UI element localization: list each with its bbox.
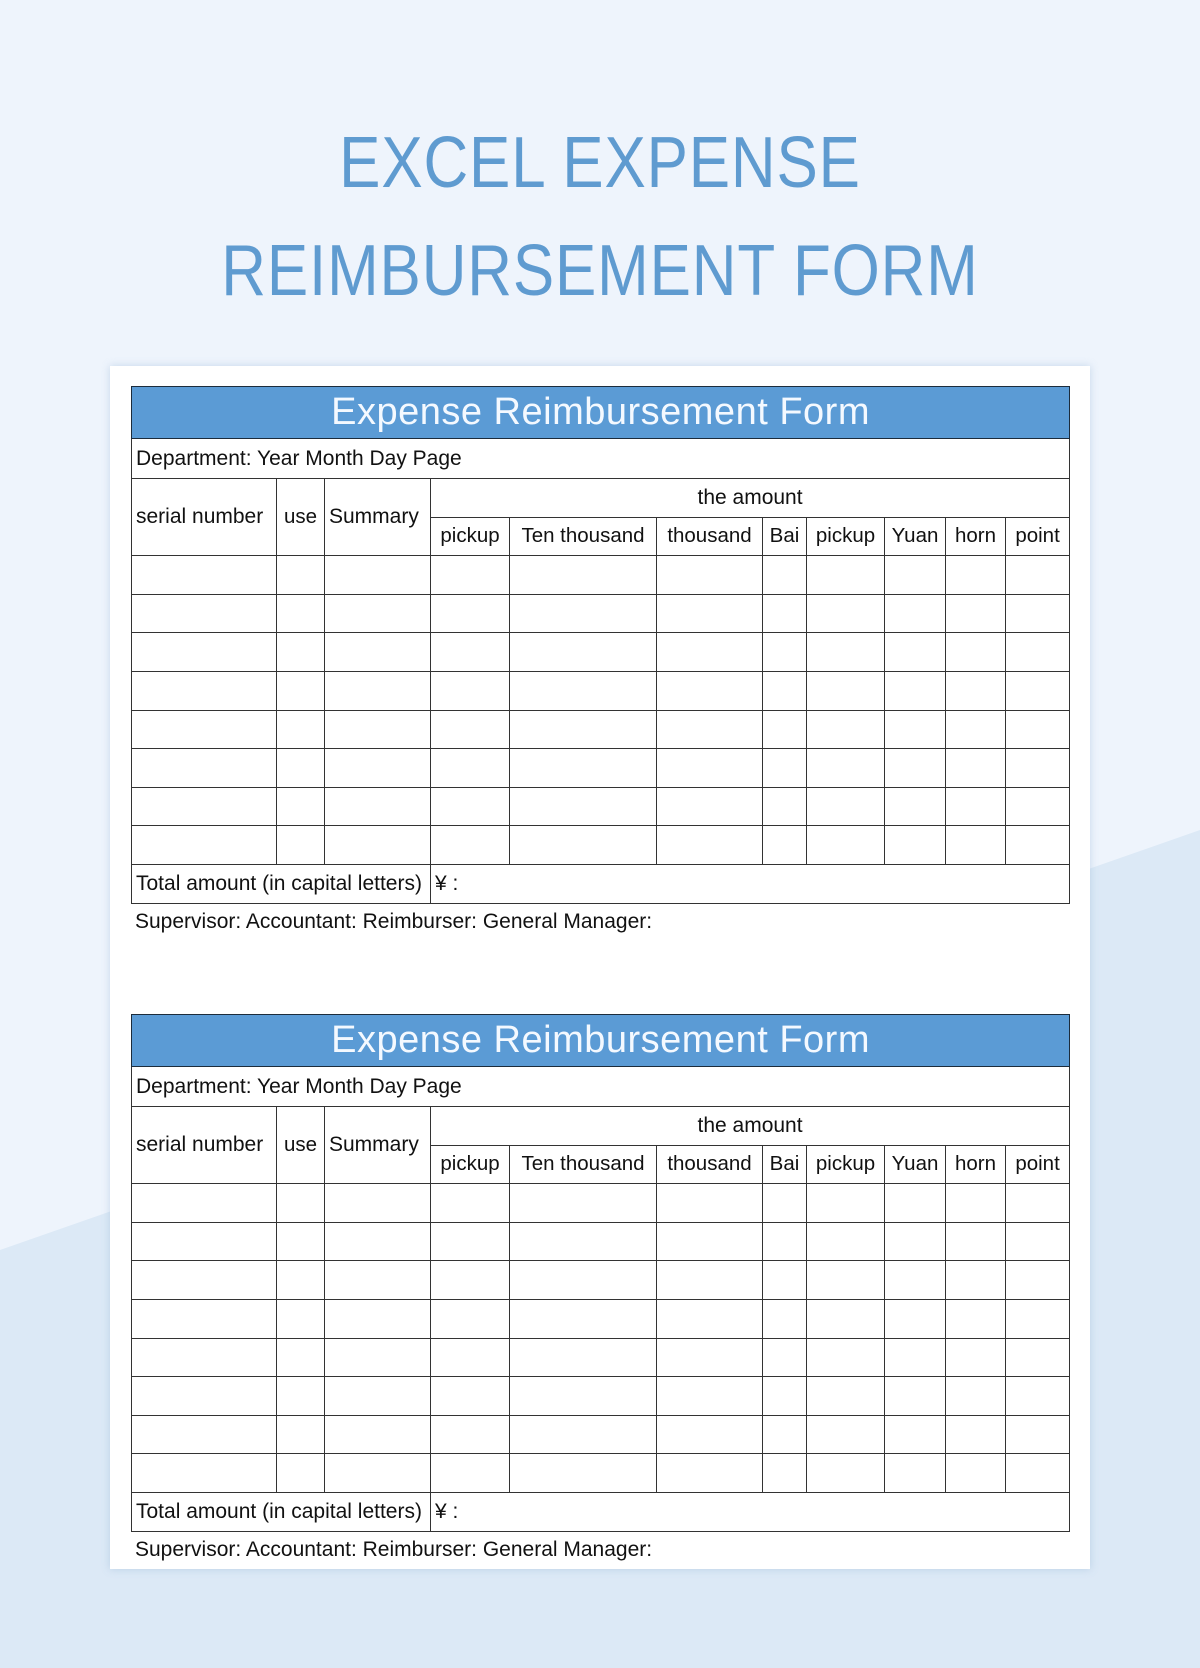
table-cell[interactable]	[431, 749, 510, 788]
table-cell[interactable]	[885, 594, 946, 633]
table-row	[132, 1222, 1070, 1261]
table-cell[interactable]	[132, 1261, 277, 1300]
table-cell[interactable]	[325, 826, 431, 865]
table-cell[interactable]	[1006, 671, 1070, 710]
table-cell[interactable]	[132, 1454, 277, 1493]
table-cell[interactable]	[885, 1454, 946, 1493]
table-cell[interactable]	[946, 1299, 1006, 1338]
table-cell[interactable]	[510, 633, 657, 672]
expense-form-2	[131, 1014, 1069, 1562]
table-cell[interactable]	[946, 1261, 1006, 1300]
table-cell[interactable]	[1006, 633, 1070, 672]
table-cell[interactable]	[657, 556, 763, 595]
header-amount-point: point	[1006, 1145, 1070, 1184]
expense-form-1	[131, 386, 1069, 934]
signature-line: Supervisor: Accountant: Reimburser: General Manager:	[135, 1537, 653, 1561]
table-cell[interactable]	[807, 633, 885, 672]
table-cell[interactable]	[885, 826, 946, 865]
table-cell[interactable]	[657, 1184, 763, 1223]
table-cell[interactable]	[946, 749, 1006, 788]
table-cell[interactable]	[657, 1454, 763, 1493]
table-cell[interactable]	[431, 1454, 510, 1493]
table-cell[interactable]	[763, 1184, 807, 1223]
table-cell[interactable]	[885, 1222, 946, 1261]
table-cell[interactable]	[431, 826, 510, 865]
table-cell[interactable]	[431, 1299, 510, 1338]
table-cell[interactable]	[431, 1261, 510, 1300]
form-2-data-rows	[132, 1184, 1070, 1493]
table-cell[interactable]	[132, 1299, 277, 1338]
table-cell[interactable]	[946, 1222, 1006, 1261]
table-cell[interactable]	[1006, 1222, 1070, 1261]
table-row	[132, 826, 1070, 865]
table-cell[interactable]	[807, 1299, 885, 1338]
header-amount-yuan: Yuan	[885, 517, 946, 556]
total-amount-label: Total amount (in capital letters)	[132, 1492, 431, 1531]
table-cell[interactable]	[946, 633, 1006, 672]
table-cell[interactable]	[132, 1415, 277, 1454]
table-cell[interactable]	[657, 749, 763, 788]
table-cell[interactable]	[885, 1415, 946, 1454]
header-amount-horn: horn	[946, 517, 1006, 556]
table-cell[interactable]	[763, 1377, 807, 1416]
table-row	[132, 1338, 1070, 1377]
table-cell[interactable]	[510, 749, 657, 788]
table-cell[interactable]	[657, 1261, 763, 1300]
table-cell[interactable]	[510, 787, 657, 826]
table-row	[132, 556, 1070, 595]
table-cell[interactable]	[510, 1299, 657, 1338]
table-cell[interactable]	[1006, 1299, 1070, 1338]
table-cell[interactable]	[763, 1222, 807, 1261]
header-summary: Summary	[325, 479, 431, 556]
header-use: use	[277, 1107, 325, 1184]
table-cell[interactable]	[132, 633, 277, 672]
table-cell[interactable]	[277, 594, 325, 633]
table-cell[interactable]	[277, 710, 325, 749]
table-cell[interactable]	[510, 1454, 657, 1493]
table-cell[interactable]	[132, 594, 277, 633]
form-1-data-rows	[132, 556, 1070, 865]
table-cell[interactable]	[1006, 1184, 1070, 1223]
table-cell[interactable]	[946, 1377, 1006, 1416]
table-cell[interactable]	[763, 787, 807, 826]
table-cell[interactable]	[510, 1261, 657, 1300]
table-cell[interactable]	[885, 1261, 946, 1300]
table-row	[132, 1184, 1070, 1223]
table-cell[interactable]	[807, 1222, 885, 1261]
table-cell[interactable]	[807, 1338, 885, 1377]
table-row	[132, 1415, 1070, 1454]
table-cell[interactable]	[807, 787, 885, 826]
table-cell[interactable]	[946, 1184, 1006, 1223]
table-cell[interactable]	[807, 826, 885, 865]
table-cell[interactable]	[946, 671, 1006, 710]
table-cell[interactable]	[431, 787, 510, 826]
table-cell[interactable]	[807, 1454, 885, 1493]
table-cell[interactable]	[132, 710, 277, 749]
table-cell[interactable]	[325, 1415, 431, 1454]
table-cell[interactable]	[807, 671, 885, 710]
table-cell[interactable]	[946, 556, 1006, 595]
table-cell[interactable]	[763, 556, 807, 595]
table-cell[interactable]	[510, 1415, 657, 1454]
table-cell[interactable]	[510, 556, 657, 595]
table-cell[interactable]	[325, 633, 431, 672]
table-cell[interactable]	[657, 594, 763, 633]
table-cell[interactable]	[277, 1377, 325, 1416]
table-cell[interactable]	[946, 787, 1006, 826]
form-title: Expense Reimbursement Form	[132, 387, 1070, 439]
table-row	[132, 710, 1070, 749]
signature-line: Supervisor: Accountant: Reimburser: General Manager:	[135, 909, 653, 933]
table-cell[interactable]	[510, 1222, 657, 1261]
department-line[interactable]: Department: Year Month Day Page	[132, 439, 1070, 479]
table-cell[interactable]	[277, 787, 325, 826]
table-cell[interactable]	[325, 787, 431, 826]
table-cell[interactable]	[885, 1299, 946, 1338]
table-cell[interactable]	[510, 710, 657, 749]
table-cell[interactable]	[325, 749, 431, 788]
table-cell[interactable]	[763, 594, 807, 633]
page-title-line-2: REIMBURSEMENT FORM	[221, 231, 979, 311]
header-serial-number: serial number	[132, 479, 277, 556]
table-cell[interactable]	[325, 1377, 431, 1416]
table-cell[interactable]	[277, 556, 325, 595]
table-cell[interactable]	[1006, 826, 1070, 865]
table-cell[interactable]	[325, 1222, 431, 1261]
table-cell[interactable]	[657, 1338, 763, 1377]
header-amount-bai: Bai	[763, 1145, 807, 1184]
table-row	[132, 594, 1070, 633]
expense-table	[131, 386, 1070, 904]
table-cell[interactable]	[132, 671, 277, 710]
table-cell[interactable]	[431, 633, 510, 672]
table-cell[interactable]	[885, 710, 946, 749]
table-cell[interactable]	[807, 710, 885, 749]
table-cell[interactable]	[431, 1338, 510, 1377]
table-cell[interactable]	[277, 749, 325, 788]
header-amount-horn: horn	[946, 1145, 1006, 1184]
table-cell[interactable]	[657, 1377, 763, 1416]
table-row	[132, 1299, 1070, 1338]
table-cell[interactable]	[325, 1454, 431, 1493]
header-amount-ten-thousand: Ten thousand	[510, 1145, 657, 1184]
header-amount-group: the amount	[431, 479, 1070, 518]
table-cell[interactable]	[431, 671, 510, 710]
table-cell[interactable]	[1006, 787, 1070, 826]
table-cell[interactable]	[1006, 710, 1070, 749]
table-cell[interactable]	[657, 710, 763, 749]
page-title-line-1: EXCEL EXPENSE	[339, 123, 861, 203]
form-title: Expense Reimbursement Form	[132, 1015, 1070, 1067]
table-cell[interactable]	[431, 1415, 510, 1454]
total-amount-field[interactable]: ¥ :	[431, 1492, 1070, 1531]
table-cell[interactable]	[325, 1299, 431, 1338]
table-cell[interactable]	[885, 787, 946, 826]
table-cell[interactable]	[1006, 556, 1070, 595]
table-cell[interactable]	[510, 826, 657, 865]
table-cell[interactable]	[132, 787, 277, 826]
table-cell[interactable]	[325, 1261, 431, 1300]
table-row	[132, 787, 1070, 826]
table-cell[interactable]	[885, 1377, 946, 1416]
table-cell[interactable]	[277, 671, 325, 710]
table-cell[interactable]	[657, 1415, 763, 1454]
table-cell[interactable]	[807, 594, 885, 633]
table-cell[interactable]	[277, 826, 325, 865]
table-cell[interactable]	[885, 1184, 946, 1223]
header-amount-pickup: pickup	[431, 517, 510, 556]
table-cell[interactable]	[431, 710, 510, 749]
table-cell[interactable]	[325, 1184, 431, 1223]
table-cell[interactable]	[946, 1338, 1006, 1377]
table-cell[interactable]	[763, 710, 807, 749]
table-cell[interactable]	[431, 556, 510, 595]
table-cell[interactable]	[132, 826, 277, 865]
table-cell[interactable]	[1006, 1261, 1070, 1300]
table-cell[interactable]	[763, 826, 807, 865]
table-row	[132, 1454, 1070, 1493]
table-cell[interactable]	[657, 1222, 763, 1261]
table-cell[interactable]	[277, 633, 325, 672]
table-row	[132, 749, 1070, 788]
department-line[interactable]: Department: Year Month Day Page	[132, 1067, 1070, 1107]
table-cell[interactable]	[325, 556, 431, 595]
table-cell[interactable]	[763, 1338, 807, 1377]
table-cell[interactable]	[510, 1377, 657, 1416]
table-cell[interactable]	[277, 1184, 325, 1223]
table-cell[interactable]	[885, 633, 946, 672]
table-cell[interactable]	[510, 671, 657, 710]
table-cell[interactable]	[657, 787, 763, 826]
table-cell[interactable]	[1006, 1454, 1070, 1493]
table-cell[interactable]	[763, 1299, 807, 1338]
table-cell[interactable]	[431, 1184, 510, 1223]
table-cell[interactable]	[132, 1184, 277, 1223]
table-cell[interactable]	[946, 1454, 1006, 1493]
header-amount-yuan: Yuan	[885, 1145, 946, 1184]
table-cell[interactable]	[325, 671, 431, 710]
table-cell[interactable]	[1006, 594, 1070, 633]
table-cell[interactable]	[807, 1415, 885, 1454]
table-cell[interactable]	[763, 633, 807, 672]
table-cell[interactable]	[1006, 749, 1070, 788]
table-cell[interactable]	[946, 710, 1006, 749]
table-cell[interactable]	[763, 1261, 807, 1300]
table-cell[interactable]	[807, 1184, 885, 1223]
table-cell[interactable]	[657, 826, 763, 865]
table-cell[interactable]	[657, 1299, 763, 1338]
table-row	[132, 1261, 1070, 1300]
total-amount-label: Total amount (in capital letters)	[132, 864, 431, 903]
table-cell[interactable]	[510, 1338, 657, 1377]
table-cell[interactable]	[946, 826, 1006, 865]
header-amount-pickup: pickup	[431, 1145, 510, 1184]
table-cell[interactable]	[325, 710, 431, 749]
table-row	[132, 1377, 1070, 1416]
table-cell[interactable]	[807, 1261, 885, 1300]
table-cell[interactable]	[277, 1261, 325, 1300]
total-amount-field[interactable]: ¥ :	[431, 864, 1070, 903]
table-cell[interactable]	[807, 1377, 885, 1416]
header-amount-bai: Bai	[763, 517, 807, 556]
header-summary: Summary	[325, 1107, 431, 1184]
table-cell[interactable]	[325, 594, 431, 633]
table-cell[interactable]	[325, 1338, 431, 1377]
table-cell[interactable]	[763, 671, 807, 710]
header-amount-point: point	[1006, 517, 1070, 556]
form-sheet-card	[110, 366, 1090, 1569]
table-row	[132, 633, 1070, 672]
table-cell[interactable]	[1006, 1415, 1070, 1454]
table-cell[interactable]	[885, 556, 946, 595]
table-cell[interactable]	[132, 1222, 277, 1261]
table-cell[interactable]	[657, 633, 763, 672]
table-cell[interactable]	[277, 1222, 325, 1261]
table-cell[interactable]	[946, 594, 1006, 633]
header-amount-pickup-2: pickup	[807, 1145, 885, 1184]
header-serial-number: serial number	[132, 1107, 277, 1184]
header-amount-pickup-2: pickup	[807, 517, 885, 556]
table-cell[interactable]	[431, 1222, 510, 1261]
table-cell[interactable]	[807, 556, 885, 595]
table-cell[interactable]	[763, 1415, 807, 1454]
table-cell[interactable]	[277, 1338, 325, 1377]
table-cell[interactable]	[763, 1454, 807, 1493]
table-cell[interactable]	[132, 749, 277, 788]
table-cell[interactable]	[885, 671, 946, 710]
header-amount-thousand: thousand	[657, 517, 763, 556]
table-cell[interactable]	[132, 1377, 277, 1416]
table-cell[interactable]	[657, 671, 763, 710]
header-use: use	[277, 479, 325, 556]
table-cell[interactable]	[277, 1415, 325, 1454]
table-cell[interactable]	[510, 1184, 657, 1223]
table-cell[interactable]	[946, 1415, 1006, 1454]
table-cell[interactable]	[132, 556, 277, 595]
table-cell[interactable]	[885, 749, 946, 788]
table-row	[132, 671, 1070, 710]
header-amount-thousand: thousand	[657, 1145, 763, 1184]
header-amount-ten-thousand: Ten thousand	[510, 517, 657, 556]
header-amount-group: the amount	[431, 1107, 1070, 1146]
table-cell[interactable]	[277, 1299, 325, 1338]
table-cell[interactable]	[763, 749, 807, 788]
table-cell[interactable]	[1006, 1377, 1070, 1416]
table-cell[interactable]	[510, 594, 657, 633]
table-cell[interactable]	[885, 1338, 946, 1377]
table-cell[interactable]	[277, 1454, 325, 1493]
table-cell[interactable]	[431, 1377, 510, 1416]
expense-table	[131, 1014, 1070, 1532]
table-cell[interactable]	[431, 594, 510, 633]
table-cell[interactable]	[807, 749, 885, 788]
table-cell[interactable]	[1006, 1338, 1070, 1377]
table-cell[interactable]	[132, 1338, 277, 1377]
